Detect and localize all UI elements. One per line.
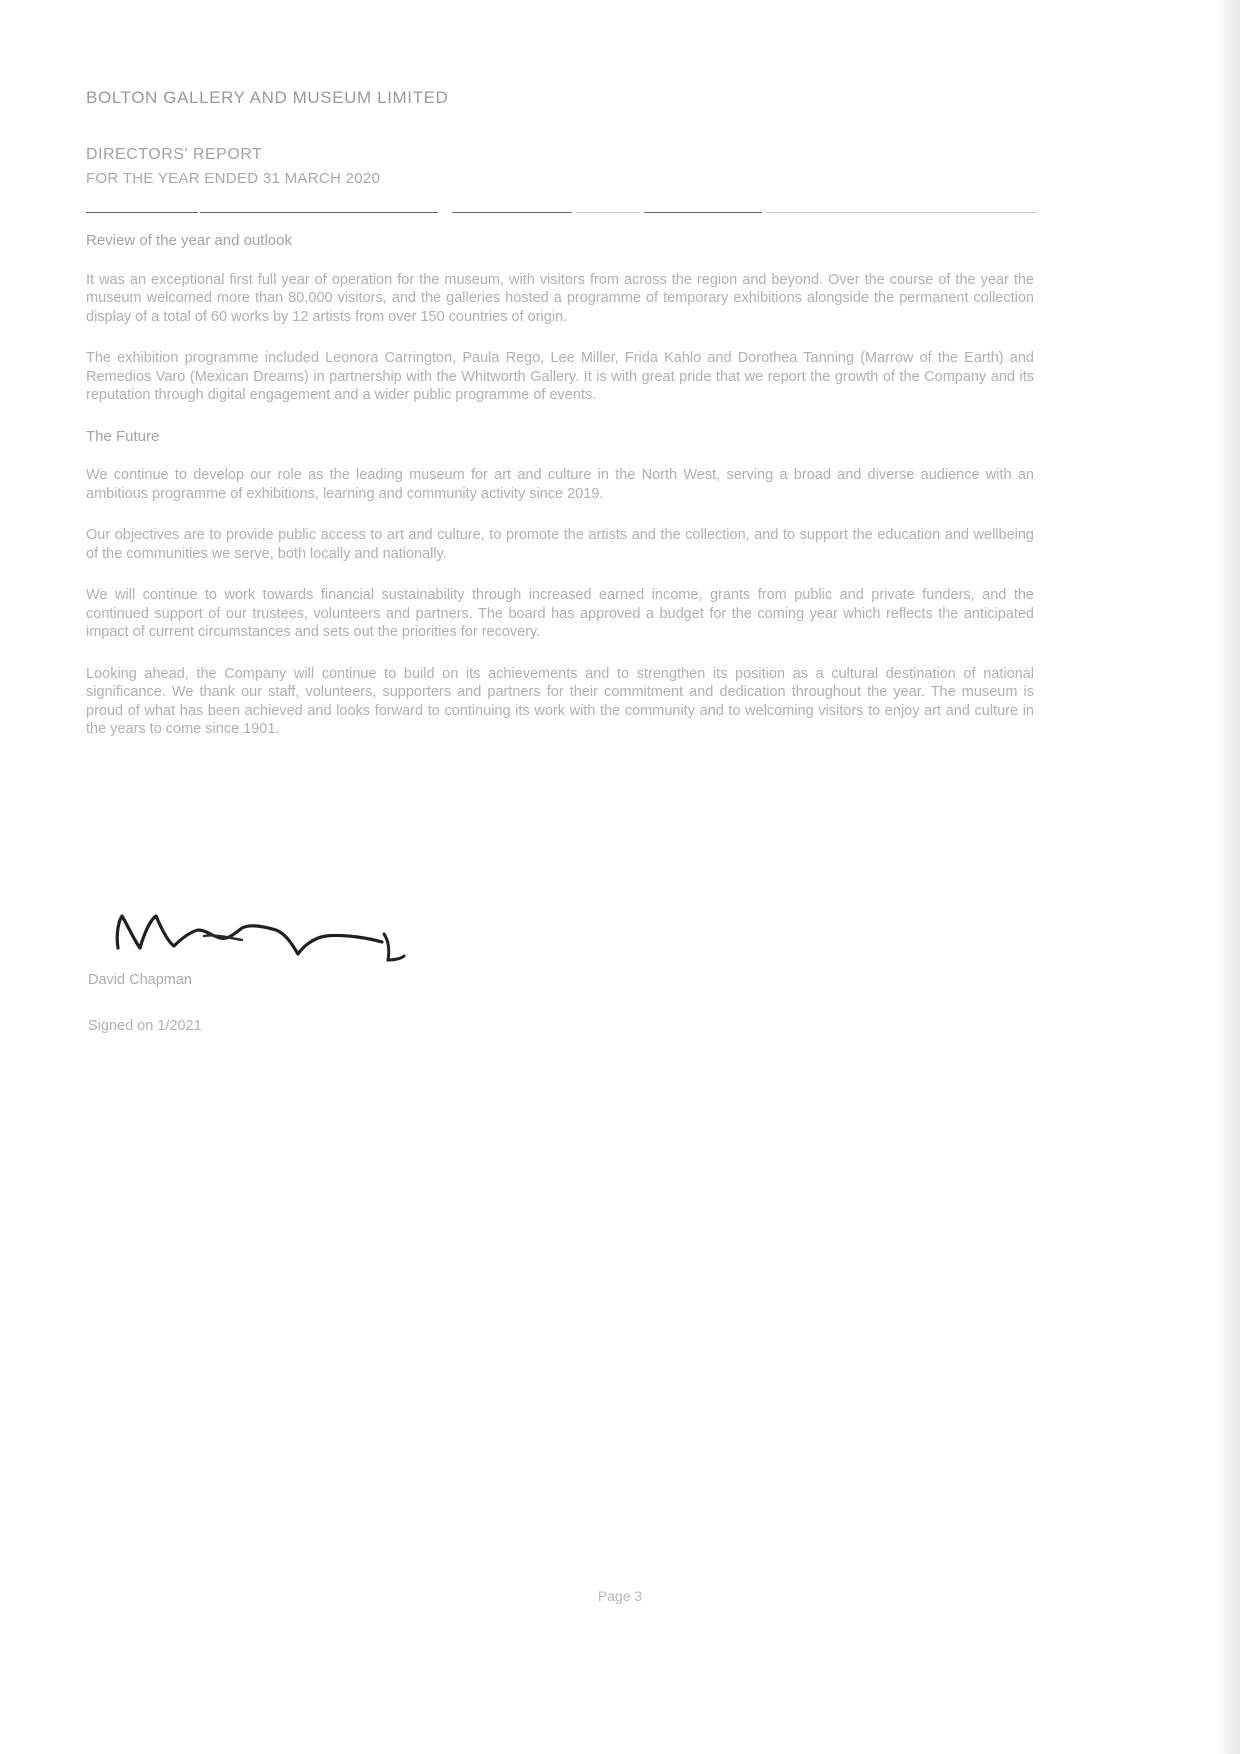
body-paragraph: It was an exceptional first full year of operation for the museum, with visitors from across the region and beyond. Over the course of the year the museum welcomed more than 80,000 visitors, and the galleries hosted a programme of temporary exhibitions alongside the permanent collection display of a total of 60 works by 12 artists from over 150 countries of origin. — [86, 271, 1034, 325]
section-heading-future: The Future — [86, 427, 160, 445]
report-body — [86, 232, 1034, 762]
header-rule-segment — [766, 212, 1036, 213]
body-paragraph: We continue to develop our role as the leading museum for art and culture in the North West, serving a broad and diverse audience with an ambitious programme of exhibitions, learning and community activity since 2019. — [86, 467, 1034, 502]
signatory-name: David Chapman — [88, 972, 192, 988]
handwritten-signature — [112, 904, 408, 966]
body-paragraph: We will continue to work towards financial sustainability through increased earned income, grants from public and private funders, and the continued support of our trustees, volunteers and partners. The board has approved a budget for the coming year which reflects the anticipated impact of current circumstances and sets out the priorities for recovery. — [86, 587, 1034, 640]
body-paragraph: The exhibition programme included Leonora Carrington, Paula Rego, Lee Miller, Frida Kahlo and Dorothea Tanning (Marrow of the Earth) and Remedios Varo (Mexican Dreams) in partnership with the Whitworth Gallery. It is with great pride that we report the growth of the Company and its reputation through digital engagement and a wider public programme of events. — [86, 350, 1034, 403]
section-heading-review: Review of the year and outlook — [86, 232, 292, 249]
report-title: DIRECTORS' REPORT — [86, 146, 263, 163]
report-header — [86, 88, 1036, 190]
header-rule-segment — [452, 212, 572, 213]
body-paragraph: Our objectives are to provide public access to art and culture, to promote the artists and the collection, and to support the education and wellbeing of the communities we serve, both locally and nationally. — [86, 527, 1034, 562]
page-number: Page 3 — [597, 1588, 643, 1604]
header-rule-segment — [644, 212, 762, 213]
body-paragraph: Looking ahead, the Company will continue to build on its achievements and to strengthen its position as a cultural destination of national significance. We thank our staff, volunteers, supporters and partners for their commitment and dedication throughout the year. The museum is proud of what has been achieved and looks forward to continuing its work with the community and to welcoming visitors to enjoy art and culture in the years to come since 1901. — [86, 665, 1034, 737]
company-name: BOLTON GALLERY AND MUSEUM LIMITED — [86, 88, 449, 107]
header-rule-segment — [576, 212, 640, 213]
header-rule-segment — [200, 212, 438, 213]
report-period: FOR THE YEAR ENDED 31 MARCH 2020 — [86, 170, 381, 187]
scan-shadow-edge — [1216, 0, 1240, 1754]
header-rule-segment — [86, 212, 198, 213]
signature-date: Signed on 1/2021 — [88, 1018, 202, 1034]
